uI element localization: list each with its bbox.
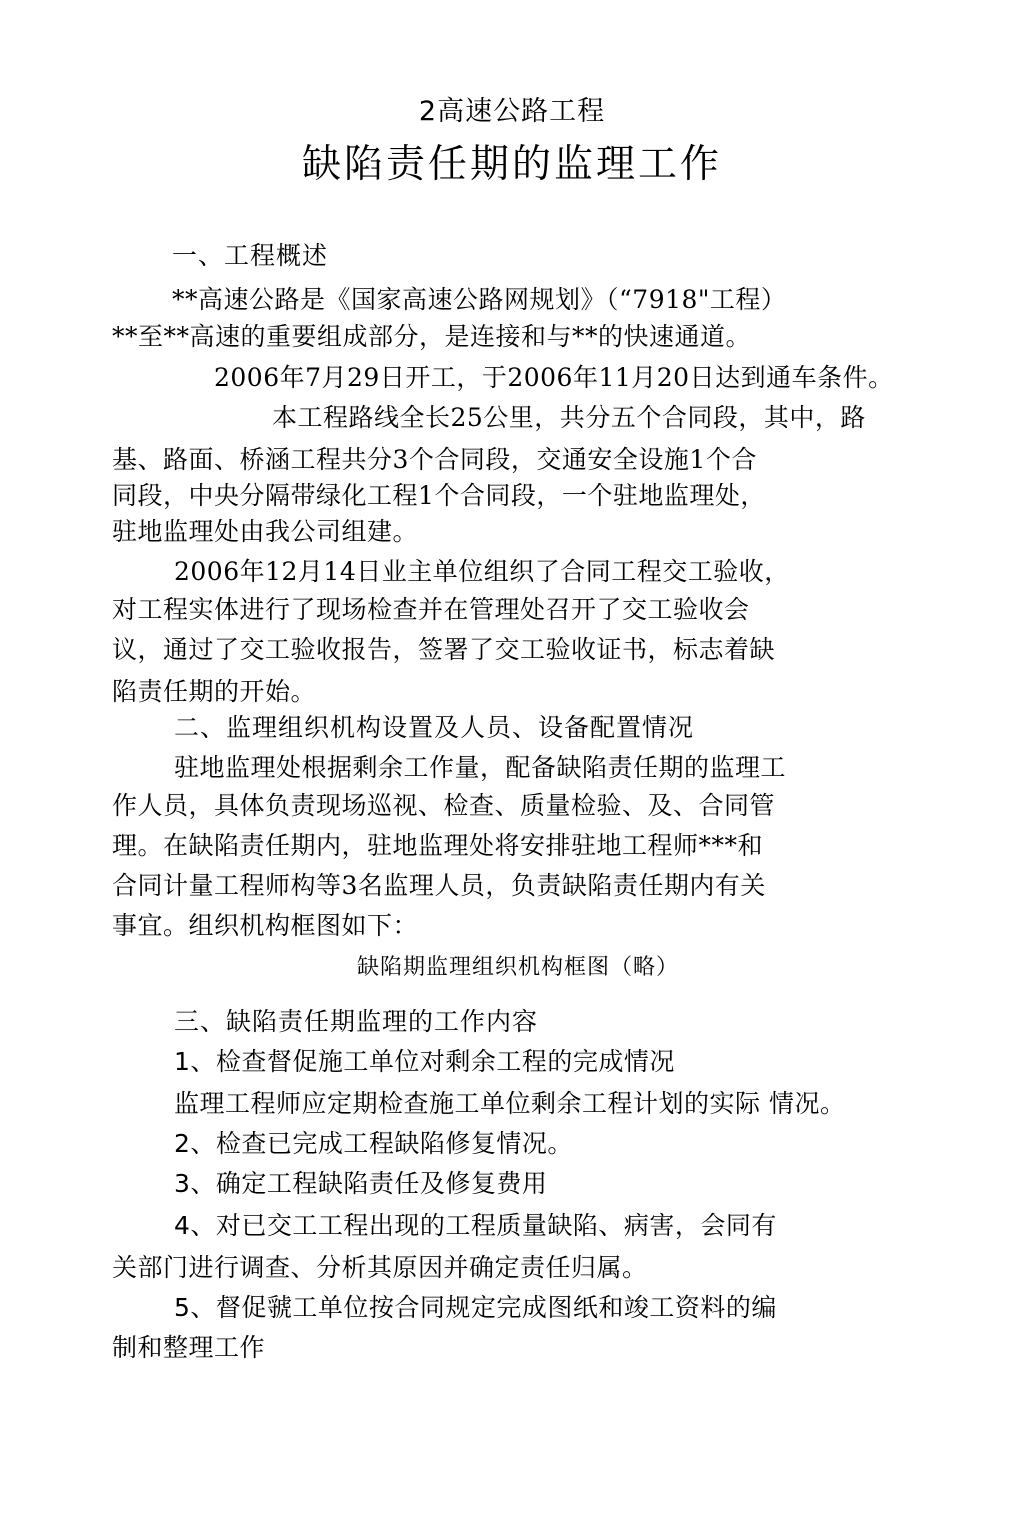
paragraph-line: 制和整理工作 — [112, 1333, 266, 1362]
list-item: 3、确定工程缺陷责任及修复费用 — [174, 1169, 548, 1198]
paragraph-line: 2006年12月14日业主单位组织了合同工程交工验收， — [174, 557, 790, 586]
paragraph-line: 合同计量工程师构等3名监理人员，负责缺陷责任期内有关 — [112, 871, 766, 900]
section-heading-overview: 一、工程概述 — [172, 241, 329, 270]
paragraph-line: 驻地监理处根据剩余工作量，配备缺陷责任期的监理工 — [174, 753, 787, 782]
paragraph-line: 理。在缺陷责任期内，驻地监理处将安排驻地工程师***和 — [112, 831, 764, 860]
paragraph-line: 2006年7月29日开工，于2006年11月20日达到通车条件。 — [214, 363, 894, 392]
section-heading-work-content: 三、缺陷责任期监理的工作内容 — [174, 1007, 539, 1036]
document-subtitle: 2高速公路工程 — [418, 96, 606, 127]
paragraph-line: **至**高速的重要组成部分，是连接和与**的快速通道。 — [112, 322, 752, 351]
list-item: 1、检查督促施工单位对剩余工程的完成情况 — [174, 1047, 675, 1076]
paragraph-line: 事宜。组织机构框图如下： — [112, 911, 419, 940]
paragraph-line: 驻地监理处由我公司组建。 — [112, 517, 419, 546]
section-heading-organization: 二、监理组织机构设置及人员、设备配置情况 — [174, 713, 695, 742]
figure-caption: 缺陷期监理组织机构框图（略） — [356, 955, 679, 980]
list-item: 2、检查已完成工程缺陷修复情况。 — [174, 1129, 573, 1158]
paragraph-line: 同段，中央分隔带绿化工程1个合同段，一个驻地监理处， — [112, 481, 766, 510]
paragraph-line: 关部门进行调查、分析其原因并确定责任归属。 — [112, 1253, 648, 1282]
paragraph-line: 对工程实体进行了现场检查并在管理处召开了交工验收会 — [112, 595, 750, 624]
paragraph-line: 监理工程师应定期检查施工单位剩余工程计划的实际 情况。 — [174, 1089, 846, 1118]
paragraph-line: 本工程路线全长25公里，共分五个合同段，其中，路 — [272, 403, 866, 432]
paragraph-line: 作人员，具体负责现场巡视、检查、质量检验、及、合同管 — [112, 791, 776, 820]
paragraph-line: 基、路面、桥涵工程共分3个合同段，交通安全设施1个合 — [112, 445, 757, 474]
list-item: 5、督促虢工单位按合同规定完成图纸和竣工资料的编 — [174, 1293, 777, 1322]
list-item: 4、对已交工工程出现的工程质量缺陷、病害，会同有 — [174, 1211, 777, 1240]
paragraph-line: 陷责任期的开始。 — [112, 677, 317, 706]
document-title: 缺陷责任期的监理工作 — [301, 142, 722, 187]
paragraph-line: 议，通过了交工验收报告，签署了交工验收证书，标志着缺 — [112, 635, 776, 664]
paragraph-line: **高速公路是《国家高速公路网规划》（“7918"工程） — [172, 285, 787, 314]
